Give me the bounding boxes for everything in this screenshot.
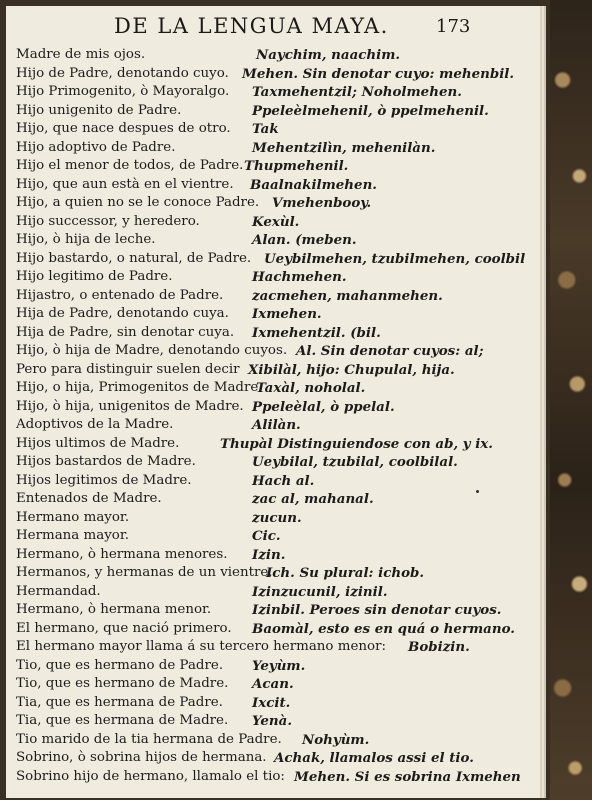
dictionary-entry — [16, 749, 536, 767]
dictionary-entry — [16, 546, 536, 564]
dictionary-entry — [16, 194, 536, 212]
entry-maya-translation: Acan. — [252, 676, 294, 692]
entry-spanish-term: Hijo successor, y heredero. — [16, 213, 200, 229]
dictionary-entry — [16, 416, 536, 434]
dictionary-entry — [16, 139, 536, 157]
dictionary-entry — [16, 342, 536, 360]
dictionary-entry — [16, 65, 536, 83]
book-page — [6, 6, 540, 798]
entry-maya-translation: Ueybilmehen, tzubilmehen, coolbil — [264, 250, 526, 267]
entry-maya-translation: Nohyùm. — [302, 731, 370, 748]
entry-maya-translation: Kexùl. — [252, 213, 300, 230]
entry-maya-translation: Tak — [252, 121, 279, 137]
dictionary-entry — [16, 490, 536, 508]
entry-maya-translation: Yeyùm. — [252, 657, 306, 674]
entry-spanish-term: Hijo bastardo, o natural, de Padre. — [16, 250, 252, 266]
dictionary-entry — [16, 435, 536, 453]
entry-spanish-term: Adoptivos de la Madre. — [16, 417, 174, 432]
entry-spanish-term: Tio, que es hermano de Padre. — [16, 657, 224, 673]
entry-maya-translation: Hach al. — [252, 472, 315, 489]
entry-spanish-term: Hija de Padre, sin denotar cuya. — [16, 324, 235, 340]
entry-maya-translation: Xibilàl, hijo: Chupulal, hija. — [248, 361, 455, 378]
entry-spanish-term: Hijos bastardos de Madre. — [16, 454, 196, 469]
entry-spanish-term: Hermandad. — [16, 583, 101, 599]
entry-spanish-term: Hermano, ò hermana menor. — [16, 602, 212, 617]
entry-spanish-term: Hijo, que nace despues de otro. — [16, 121, 231, 136]
entry-spanish-term: Hija de Padre, denotando cuya. — [16, 306, 229, 321]
dictionary-entry — [16, 657, 536, 675]
dictionary-entry — [16, 83, 536, 101]
entry-maya-translation: Vmehenbooy. — [272, 195, 372, 211]
dictionary-entry — [16, 620, 536, 638]
entry-spanish-term: Hermanos, y hermanas de un vientre. — [16, 565, 273, 580]
dictionary-entry — [16, 601, 536, 619]
entry-maya-translation: Izin. — [252, 546, 286, 563]
dictionary-entry — [16, 768, 536, 786]
entry-maya-translation: Achak, llamalos assi el tio. — [274, 750, 474, 766]
entry-maya-translation: Izinbil. Peroes sin denotar cuyos. — [252, 602, 502, 618]
entry-spanish-term: Hijo, a quien no se le conoce Padre. — [16, 195, 260, 210]
entry-spanish-term: Hijo de Padre, denotando cuyo. — [16, 65, 229, 81]
entry-spanish-term: Hijastro, o entenado de Padre. — [16, 287, 224, 303]
dictionary-entry — [16, 398, 536, 416]
entry-spanish-term: Tia, que es hermana de Padre. — [16, 694, 223, 710]
dictionary-entry — [16, 583, 536, 601]
page-header — [6, 6, 540, 46]
entry-maya-translation: Taxmehentzil; Noholmehen. — [252, 84, 462, 100]
dictionary-entry — [16, 268, 536, 286]
entry-maya-translation: Ppeleèlal, ò ppelal. — [252, 398, 395, 415]
entry-maya-translation: Thupàl Distinguiendose con ab, y ix. — [220, 435, 493, 452]
entry-maya-translation: Alan. (meben. — [252, 232, 357, 248]
entry-spanish-term: Tio marido de la tia hermana de Padre. — [16, 731, 282, 747]
entry-spanish-term: El hermano mayor llama á su tercero hermano menor: — [16, 639, 386, 654]
entry-spanish-term: Hijo legitimo de Padre. — [16, 269, 173, 284]
entry-spanish-term: Hijo adoptivo de Padre. — [16, 139, 176, 155]
entry-maya-translation: Ich. Su plural: ichob. — [266, 565, 425, 581]
entry-maya-translation: Yenà. — [252, 713, 292, 729]
dictionary-entry — [16, 176, 536, 194]
entry-maya-translation: Izinzucunil, izinil. — [252, 583, 388, 600]
dictionary-entry — [16, 231, 536, 249]
entry-maya-translation: Ixmehen. — [252, 306, 322, 322]
dictionary-entry — [16, 379, 536, 397]
entry-spanish-term: Tio, que es hermano de Madre. — [16, 676, 229, 691]
entry-maya-translation: Ixmehentzil. (bil. — [252, 324, 381, 341]
entry-spanish-term: Pero para distinguir suelen decir — [16, 361, 240, 377]
page-number: 173 — [436, 16, 471, 37]
entry-maya-translation: Baomàl, esto es en quá o hermano. — [252, 620, 515, 637]
entry-maya-translation: zacmehen, mahanmehen. — [252, 287, 443, 304]
entry-spanish-term: Hijo, ò hija de Madre, denotando cuyos. — [16, 343, 288, 358]
entry-spanish-term: Hermano, ò hermana menores. — [16, 546, 228, 562]
dictionary-entry — [16, 731, 536, 749]
entry-spanish-term: Hijo, que aun està en el vientre. — [16, 176, 234, 192]
dictionary-entry — [16, 638, 536, 656]
margin-mark — [476, 490, 479, 493]
running-title: DE LA LENGUA MAYA. — [114, 14, 389, 38]
entry-spanish-term: Madre de mis ojos. — [16, 47, 146, 62]
entry-spanish-term: Hijo Primogenito, ò Mayoralgo. — [16, 84, 230, 99]
dictionary-entry — [16, 564, 536, 582]
entry-spanish-term: Hijo el menor de todos, de Padre. — [16, 158, 244, 173]
dictionary-entry — [16, 250, 536, 268]
entry-spanish-term: Hijo, ò hija de leche. — [16, 232, 156, 247]
entry-spanish-term: Sobrino, ò sobrina hijos de hermana. — [16, 750, 267, 765]
entry-maya-translation: Cic. — [252, 528, 281, 544]
dictionary-entry — [16, 324, 536, 342]
entry-spanish-term: Hijo, ò hija, unigenitos de Madre. — [16, 398, 244, 414]
entry-maya-translation: Ppeleèlmehenil, ò ppelmehenil. — [252, 102, 489, 119]
entry-spanish-term: Hijo unigenito de Padre. — [16, 102, 182, 118]
entry-maya-translation: Mehen. Si es sobrina Ixmehen — [294, 768, 521, 785]
dictionary-entry — [16, 287, 536, 305]
dictionary-entry — [16, 472, 536, 490]
dictionary-entry — [16, 453, 536, 471]
entry-spanish-term: Hermana mayor. — [16, 528, 130, 543]
dictionary-entry — [16, 46, 536, 64]
entry-maya-translation: Mehen. Sin denotar cuyo: mehenbil. — [242, 65, 515, 82]
entry-spanish-term: Sobrino hijo de hermano, llamalo el tio: — [16, 768, 285, 784]
entry-spanish-term: Hijos legitimos de Madre. — [16, 472, 192, 488]
dictionary-entry — [16, 694, 536, 712]
entry-maya-translation: Thupmehenil. — [244, 158, 349, 174]
dictionary-entry — [16, 157, 536, 175]
entry-maya-translation: Ueybilal, tzubilal, coolbilal. — [252, 454, 458, 470]
dictionary-entry — [16, 361, 536, 379]
entry-maya-translation: zac al, mahanal. — [252, 491, 374, 507]
dictionary-entry — [16, 509, 536, 527]
dictionary-entry — [16, 213, 536, 231]
entry-maya-translation: Naychim, naachim. — [256, 47, 401, 63]
dictionary-entry — [16, 712, 536, 730]
entry-maya-translation: Baalnakilmehen. — [250, 176, 377, 193]
marbled-cover-edge — [550, 0, 592, 800]
entry-maya-translation: Alilàn. — [252, 417, 301, 433]
entry-maya-translation: Mehentzilìn, mehenilàn. — [252, 139, 436, 156]
entry-spanish-term: Entenados de Madre. — [16, 491, 162, 506]
entry-spanish-term: Hijo, o hija, Primogenitos de Madre. — [16, 380, 263, 395]
dictionary-entry — [16, 120, 536, 138]
entry-maya-translation: Al. Sin denotar cuyos: al; — [296, 343, 484, 359]
dictionary-entry — [16, 527, 536, 545]
entry-maya-translation: zucun. — [252, 509, 302, 526]
entry-spanish-term: El hermano, que nació primero. — [16, 620, 232, 636]
entry-spanish-term: Hijos ultimos de Madre. — [16, 435, 180, 451]
entry-maya-translation: Hachmehen. — [252, 269, 347, 285]
entry-maya-translation: Taxàl, noholal. — [256, 380, 366, 396]
entry-maya-translation: Ixcit. — [252, 694, 291, 711]
entry-maya-translation: Bobizin. — [408, 639, 470, 655]
dictionary-entry — [16, 305, 536, 323]
entry-spanish-term: Hermano mayor. — [16, 509, 130, 525]
entry-spanish-term: Tia, que es hermana de Madre. — [16, 713, 229, 728]
dictionary-entry — [16, 675, 536, 693]
dictionary-entry — [16, 102, 536, 120]
